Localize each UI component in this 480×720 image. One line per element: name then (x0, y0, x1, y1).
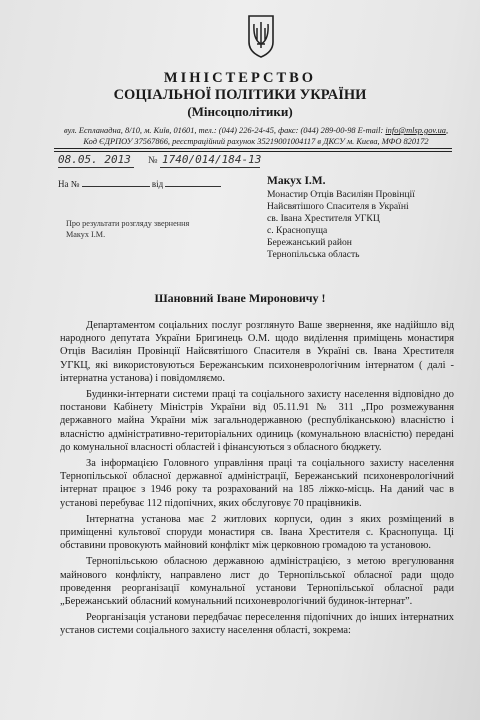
recipient-line: Бережанський район (267, 237, 352, 248)
body-paragraph: Інтернатна установа має 2 житлових корпуси, один з яких розміщений в приміщенні культової споруди монастиря св. Івана Хрестителя с. Краснопуща. Ці обставини провокують майновий конфлікт між церковною громадою та установою. (60, 513, 454, 552)
recipient-line: Найсвятішого Спасителя в Україні (267, 201, 409, 212)
salutation: Шановний Іване Мироновичу ! (154, 291, 326, 305)
body-paragraph: За інформацією Головного управління праці та соціального захисту населення Тернопільської обласної державної адміністрації, Бережанський психоневрологічний інтернат працює з 1946 року та розрахований на 185 ліжко-місць. На даний час в установі перебуває 112 підопічних, яких обслуговує 70 працівників. (60, 458, 454, 509)
body-paragraph: Реорганізація установи передбачає переселення підопічних до інших інтернатних установ системи соціального захисту населення області, зокрема: (60, 612, 454, 637)
recipient-line: св. Івана Хрестителя УГКЦ (267, 213, 380, 224)
ministry-title: МІНІСТЕРСТВО (163, 70, 317, 86)
trident-coat-of-arms-icon (246, 14, 276, 58)
outgoing-number: 1740/014/184-13 (162, 153, 262, 166)
header-divider-thin (54, 151, 452, 152)
header-divider (54, 148, 452, 149)
body-paragraph: Департаментом соціальних послуг розглянуто Ваше звернення, яке надійшло від народного депутата України Бригинець О.М. щодо виділення приміщень монастиря Отців Василіян Провінції Найсвятішого Спасителя в Україні св. Івана Хрестителя УГКЦ, які використовуються Бережанським психоневрологічним інтернатом ( далі - інтернатна установа) і повідомляємо. (60, 320, 454, 384)
body-paragraph: Тернопільською обласною державною адміністрацією, з метою врегулювання майнового конфлікту, направлено лист до Тернопільської обласної ради щодо проведення реорганізації комунальної установи Тернопільської обласної ради „Бережанський обласний комунальний психоневрологічний будинок-інтернат”. (60, 556, 454, 608)
ministry-full-name: СОЦІАЛЬНОЇ ПОЛІТИКИ УКРАЇНИ (113, 87, 367, 103)
recipient-line: Монастир Отців Василіян Провінції (267, 189, 415, 200)
recipient-line: с. Краснопуща (267, 225, 328, 236)
ministry-email-link[interactable]: info@mlsp.gov.ua (385, 126, 446, 135)
body-paragraph: Будинки-інтернати системи праці та соціального захисту населення відповідно до постанови Кабінету Міністрів України від 05.11.91 № 311 „Про розмежування державного майна України між загальнодержавною (республіканською) власністю і власністю адміністративно-територіальних одиниць (комунальною власністю) передані до комунальної власності областей і фінансуються з обласного бюджету. (60, 389, 454, 453)
recipient-block (267, 175, 415, 261)
ministry-bank-details: Код ЄДРПОУ 37567866, реєстраційний рахунок 35219001004117 в ДКСУ м. Києва, МФО 820172 (83, 137, 429, 146)
ministry-address: вул. Еспланадна, 8/10, м. Київ, 01601, тел.: (044) 226-24-45, факс: (044) 289-00-98 E-mail: info@mlsp.gov.ua, Код ЄДРПОУ 37567866, реєстраційний рахунок 35219001004117 в ДКСУ м. Києва, МФО 820172 (56, 125, 456, 147)
letter-body (60, 319, 454, 641)
letter-subject: Про результати розгляду звернення Макух І.М. (66, 219, 190, 239)
incoming-reference: На № від (58, 179, 221, 189)
number-underline (160, 167, 260, 168)
recipient-name: Макух І.М. (267, 175, 326, 187)
outgoing-date: 08.05. 2013 (58, 153, 131, 166)
date-underline (58, 167, 134, 168)
number-sign: № (148, 155, 158, 166)
ministry-short-name: (Мінсоцполітики) (187, 104, 293, 119)
recipient-line: Тернопільська область (267, 249, 360, 260)
